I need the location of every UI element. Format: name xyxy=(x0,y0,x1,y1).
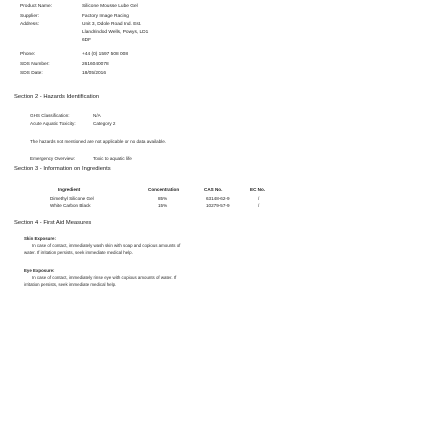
address-line-1: Unit 3, Ddole Road Ind. Est. xyxy=(82,22,142,27)
sds-date-label: SDS Date: xyxy=(20,71,43,76)
section-4-title: Section 4 - First Aid Measures xyxy=(14,220,92,226)
table-cell-cas: 10279-57-9 xyxy=(206,203,230,208)
table-cell-concentration: 85% xyxy=(158,196,168,201)
product-name-label: Product Name: xyxy=(20,4,52,9)
table-cell-ec: / xyxy=(258,203,260,208)
sds-number-value: 2616040078 xyxy=(82,62,109,67)
table-header-ingredient: Ingredient xyxy=(58,187,81,192)
sds-date-value: 18/05/2016 xyxy=(82,71,107,76)
table-header-cas: CAS No. xyxy=(204,187,223,192)
skin-exposure-line-2: water. If irritation persists, seek immediate medical help. xyxy=(24,250,133,255)
table-header-concentration: Concentration xyxy=(148,187,180,192)
skin-exposure-line-1: In case of contact, immediately wash skin with soap and copious amounts of xyxy=(32,243,181,248)
table-cell-concentration: 15% xyxy=(158,203,168,208)
address-label: Address: xyxy=(20,22,39,27)
ghs-label: GHS Classification: xyxy=(30,113,70,118)
phone-value: +44 (0) 1597 508 008 xyxy=(82,52,129,57)
emergency-overview-label: Emergency Overview: xyxy=(30,156,75,161)
acute-toxicity-label: Acute Aquatic Toxicity: xyxy=(30,121,76,126)
emergency-overview-value: Toxic to aquatic life xyxy=(93,156,132,161)
eye-exposure-line-2: irritation persists, seek immediate medical help. xyxy=(24,282,117,287)
table-cell-ingredient: Dimethyl Silicone Gel xyxy=(50,196,94,201)
table-cell-ingredient: White Carbon Black xyxy=(50,203,91,208)
table-cell-ec: / xyxy=(258,196,260,201)
address-line-3: 6DF xyxy=(82,38,92,43)
section-2-title: Section 2 - Hazards Identification xyxy=(14,94,100,100)
hazard-note: The hazards not mentioned are not applicable or no data available. xyxy=(30,139,167,144)
table-cell-cas: 63148-62-9 xyxy=(206,196,230,201)
supplier-label: Supplier: xyxy=(20,14,39,19)
eye-exposure-line-1: In case of contact, immediately rinse eye with copious amounts of water. If xyxy=(32,275,177,280)
eye-exposure-title: Eye Exposure: xyxy=(24,268,55,273)
section-3-title: Section 3 - Information on Ingredients xyxy=(14,166,111,172)
table-header-ec: EC No. xyxy=(250,187,266,192)
ghs-value: N/A xyxy=(93,113,101,118)
supplier-value: Factory Image Racing xyxy=(82,14,129,19)
phone-label: Phone: xyxy=(20,52,36,57)
skin-exposure-title: Skin Exposure: xyxy=(24,236,56,241)
acute-toxicity-value: Category 2 xyxy=(93,121,116,126)
sds-number-label: SDS Number: xyxy=(20,62,50,67)
address-line-2: Llandrindod Wells, Powys, LD1 xyxy=(82,30,149,35)
product-name-value: Silicone Mousse Lube Gel xyxy=(82,4,138,9)
